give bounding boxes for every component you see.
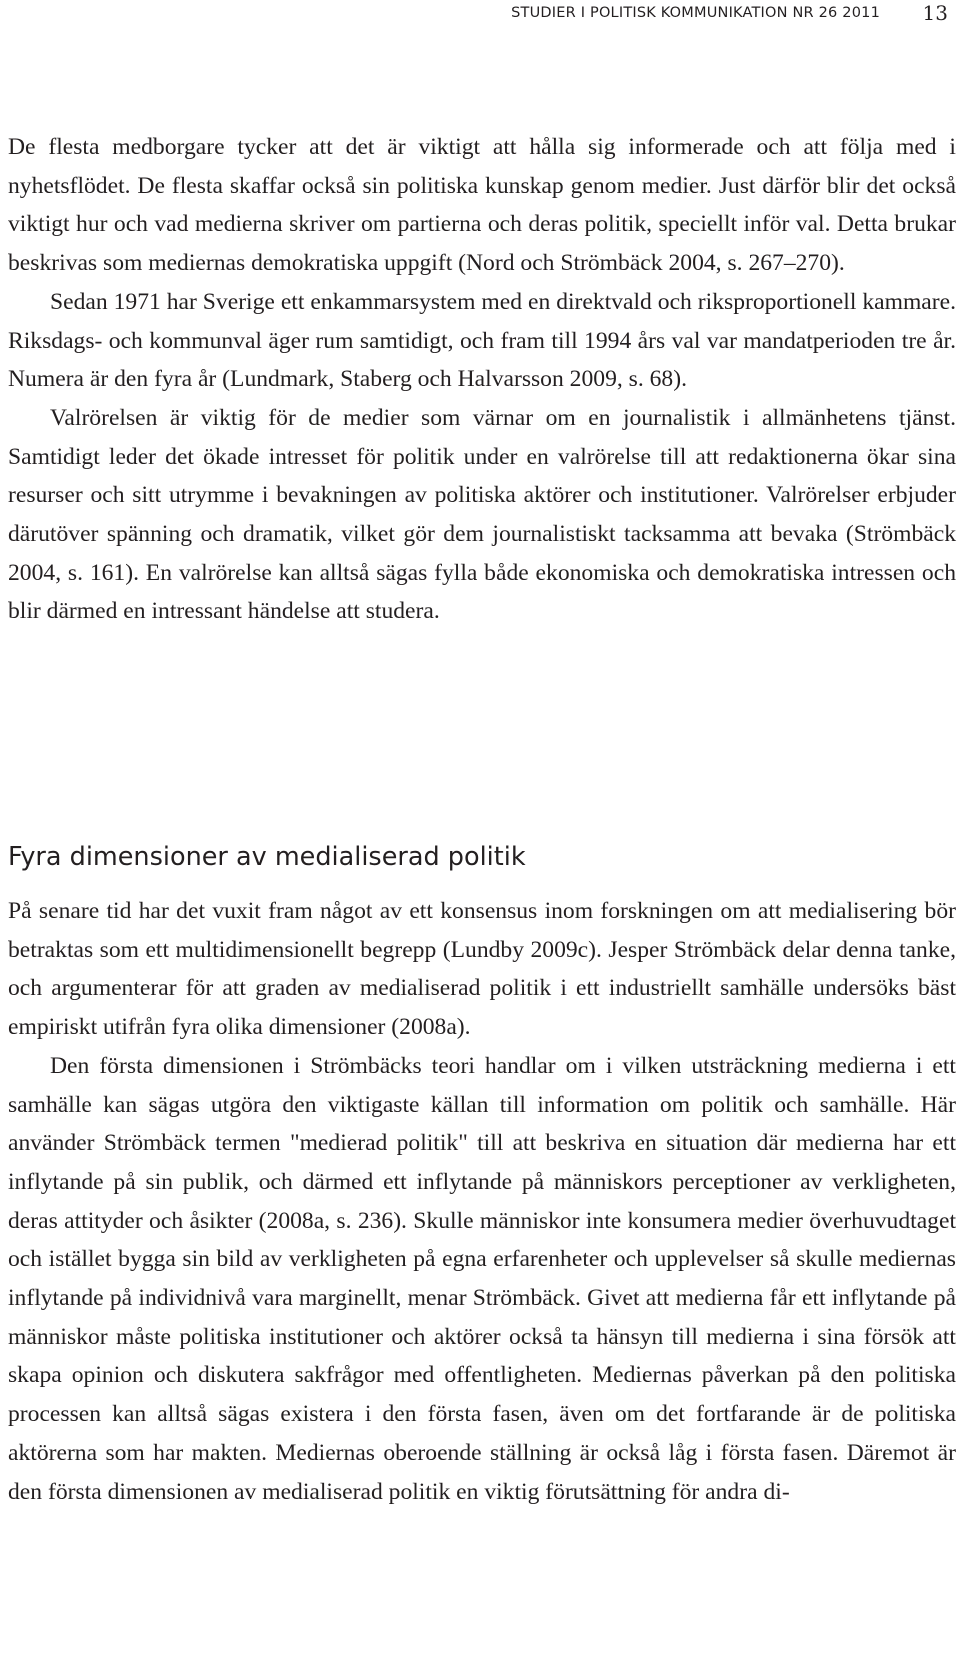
section-text-block <box>8 892 956 1511</box>
body-paragraph: Den första dimensionen i Strömbäcks teori handlar om i vilken utsträckning medierna i ett samhälle kan sägas utgöra den viktigaste källan till information om politik och samhälle. Här använder Strömbäck termen "medierad politik" till att beskriva en situation där medierna har ett inflytande på sin publik, och därmed ett inflytande på människors perceptioner av verkligheten, deras attityder och åsikter (2008a, s. 236). Skulle människor inte konsumera medier överhuvudtaget och istället bygga sin bild av verkligheten på egna erfarenheter och upplevelser så skulle mediernas inflytande på individnivå vara marginellt, menar Strömbäck. Givet att medierna får ett inflytande på människor måste politiska institutioner och aktörer också ta hänsyn till medierna i sina försök att skapa opinion och diskutera sakfrågor med offentligheten. Mediernas påverkan på den politiska processen kan alltså sägas existera i den första fasen, även om det fortfarande är de politiska aktörerna som har makten. Mediernas oberoende ställning är också låg i första fasen. Däremot är den första dimensionen av medialiserad politik en viktig förutsättning för andra di- <box>8 1052 956 1505</box>
section-heading: Fyra dimensioner av medialiserad politik <box>8 842 526 872</box>
body-paragraph: På senare tid har det vuxit fram något av ett konsensus inom forskningen om att medialisering bör betraktas som ett multidimensionellt begrepp (Lundby 2009c). Jesper Strömbäck delar denna tanke, och argumenterar för att graden av medialiserad politik i ett industriellt samhälle undersöks bäst empiriskt utifrån fyra olika dimensioner (2008a). <box>8 898 956 1041</box>
body-paragraph: Sedan 1971 har Sverige ett enkammarsystem med en direktvald och riksproportionell kammare. Riksdags- och kommunval äger rum samtidigt, och fram till 1994 års val var mandatperioden tre år. Numera är den fyra år (Lundmark, Staberg och Halvarsson 2009, s. 68). <box>8 288 956 393</box>
page-number: 13 <box>922 1 948 25</box>
intro-text-block <box>8 128 956 631</box>
body-paragraph: Valrörelsen är viktig för de medier som värnar om en journalistik i allmänhetens tjänst. Samtidigt leder det ökade intresset för politik under en valrörelse till att redaktionerna ökar sina resurser och sitt utrymme i bevakningen av politiska aktörer och institutioner. Valrörelser erbjuder därutöver spänning och dramatik, vilket gör dem journalistiskt tacksamma att bevaka (Strömbäck 2004, s. 161). En valrörelse kan alltså sägas fylla både ekonomiska och demokratiska intressen och blir därmed en intressant händelse att studera. <box>8 404 956 625</box>
body-paragraph: De flesta medborgare tycker att det är viktigt att hålla sig informerade och att följa med i nyhetsflödet. De flesta skaffar också sin politiska kunskap genom medier. Just därför blir det också viktigt hur och vad medierna skriver om partierna och deras politik, speciellt inför val. Detta brukar beskrivas som mediernas demokratiska uppgift (Nord och Strömbäck 2004, s. 267–270). <box>8 134 956 277</box>
running-header <box>0 0 960 30</box>
running-title: STUDIER I POLITISK KOMMUNIKATION NR 26 2011 <box>511 5 880 21</box>
